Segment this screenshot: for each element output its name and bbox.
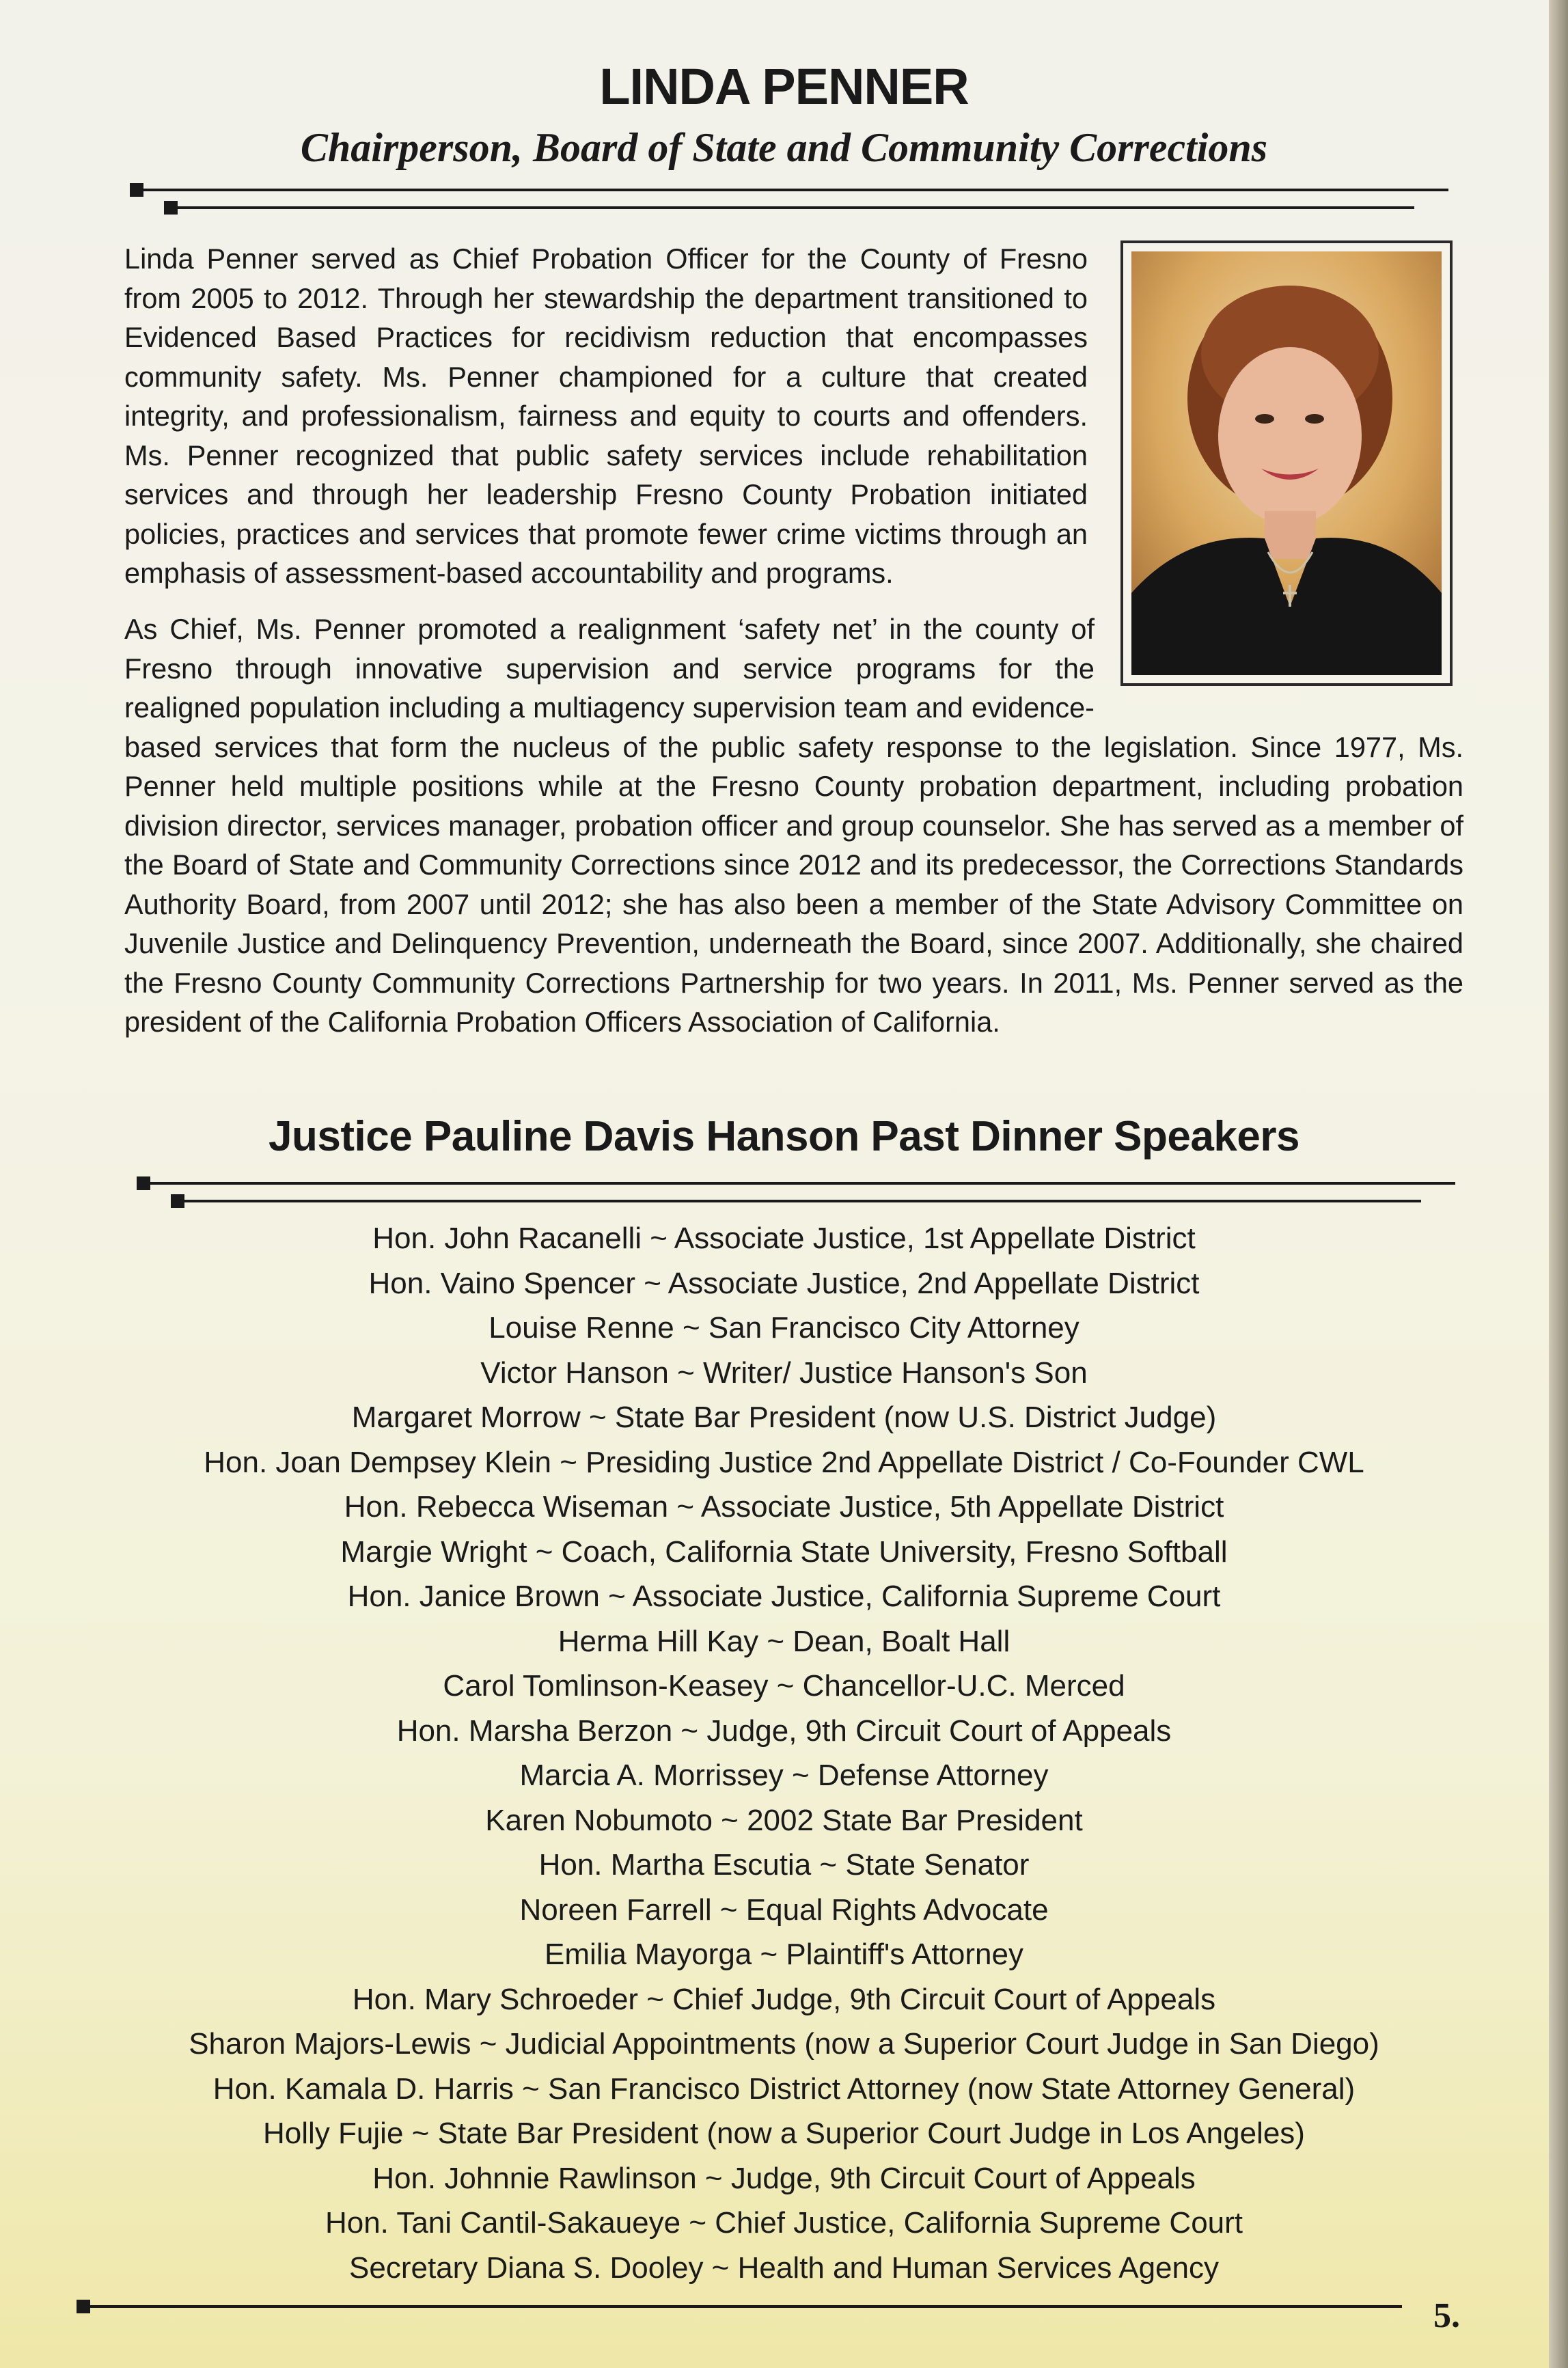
list-item: Victor Hanson ~ Writer/ Justice Hanson's Son xyxy=(480,1355,1088,1390)
bio-paragraph-1: Linda Penner served as Chief Probation Officer for the County of Fresno from 2005 to 2012. Through her stewardship the department transitioned to Evidenced Based Practices for recidivism reduction that encompasses community safety. Ms. Penner championed for a culture that created integrity, and professionalism, fairness and equity to courts and offenders. Ms. Penner recognized that public safety services include rehabilitation services and through her leadership Fresno County Probation initiated policies, practices and services that promote fewer crime victims through an emphasis of assessment-based accountability and programs. xyxy=(124,243,1088,589)
list-item: Hon. Rebecca Wiseman ~ Associate Justice, 5th Appellate District xyxy=(344,1490,1224,1524)
profile-name: LINDA PENNER xyxy=(599,58,969,115)
list-item: Hon. Martha Escutia ~ State Senator xyxy=(538,1848,1030,1882)
bio-text-continued xyxy=(124,609,1463,1050)
list-item: Hon. Johnnie Rawlinson ~ Judge, 9th Circuit Court of Appeals xyxy=(372,2161,1196,2195)
bio-text xyxy=(124,239,1463,601)
list-item: Sharon Majors-Lewis ~ Judicial Appointments (now a Superior Court Judge in San Diego) xyxy=(189,2027,1379,2061)
list-item: Hon. Marsha Berzon ~ Judge, 9th Circuit Court of Appeals xyxy=(396,1713,1172,1748)
list-item: Hon. Janice Brown ~ Associate Justice, California Supreme Court xyxy=(347,1580,1221,1613)
list-item: Emilia Mayorga ~ Plaintiff's Attorney xyxy=(545,1938,1023,1971)
profile-title: Chairperson, Board of State and Community Corrections xyxy=(300,125,1268,170)
list-item: Margaret Morrow ~ State Bar President (now U.S. District Judge) xyxy=(351,1401,1217,1434)
list-item: Herma Hill Kay ~ Dean, Boalt Hall xyxy=(558,1624,1010,1658)
list-item: Holly Fujie ~ State Bar President (now a Superior Court Judge in Los Angeles) xyxy=(263,2117,1305,2150)
list-item: Hon. Tani Cantil-Sakaueye ~ Chief Justice, California Supreme Court xyxy=(325,2206,1243,2240)
list-item: Karen Nobumoto ~ 2002 State Bar President xyxy=(485,1803,1083,1837)
list-item: Secretary Diana S. Dooley ~ Health and Human Services Agency xyxy=(349,2250,1219,2285)
list-item: Marcia A. Morrissey ~ Defense Attorney xyxy=(519,1759,1049,1792)
list-item: Noreen Farrell ~ Equal Rights Advocate xyxy=(519,1892,1049,1927)
list-item: Hon. Joan Dempsey Klein ~ Presiding Justice 2nd Appellate District / Co-Founder CWL xyxy=(204,1445,1364,1479)
list-item: Louise Renne ~ San Francisco City Attorney xyxy=(489,1311,1079,1345)
speakers-list xyxy=(0,1216,1568,2290)
list-item: Hon. Mary Schroeder ~ Chief Judge, 9th Circuit Court of Appeals xyxy=(352,1982,1216,2016)
list-item: Carol Tomlinson-Keasey ~ Chancellor-U.C. Merced xyxy=(443,1669,1125,1703)
photo-wrap-spacer xyxy=(1095,609,1463,691)
page-number: 5. xyxy=(1433,2296,1460,2335)
list-item: Hon. Kamala D. Harris ~ San Francisco District Attorney (now State Attorney General) xyxy=(212,2071,1356,2106)
list-item: Margie Wright ~ Coach, California State University, Fresno Softball xyxy=(340,1534,1228,1569)
speakers-section-title: Justice Pauline Davis Hanson Past Dinner Speakers xyxy=(269,1113,1299,1160)
list-item: Hon. Vaino Spencer ~ Associate Justice, 2nd Appellate District xyxy=(368,1266,1200,1300)
list-item: Hon. John Racanelli ~ Associate Justice, 1st Appellate District xyxy=(372,1222,1196,1255)
bio-paragraph-2: As Chief, Ms. Penner promoted a realignment ‘safety net’ in the county of Fresno through innovative supervision and service programs for the realigned population including a multiagency supervision team and evidence-based services that form the nucleus of the public safety response to the legislation. Since 1977, Ms. Penner held multiple positions while at the Fresno County probation department, including probation division director, services manager, probation officer and group counselor. She has served as a member of the Board of State and Community Corrections since 2012 and its predecessor, the Corrections Standards Authority Board, from 2007 until 2012; she has also been a member of the State Advisory Committee on Juvenile Justice and Delinquency Prevention, underneath the Board, since 2007. Additionally, she chaired the Fresno County Community Corrections Partnership for two years. In 2011, Ms. Penner served as the president of the California Probation Officers Association of California. xyxy=(124,613,1463,1038)
